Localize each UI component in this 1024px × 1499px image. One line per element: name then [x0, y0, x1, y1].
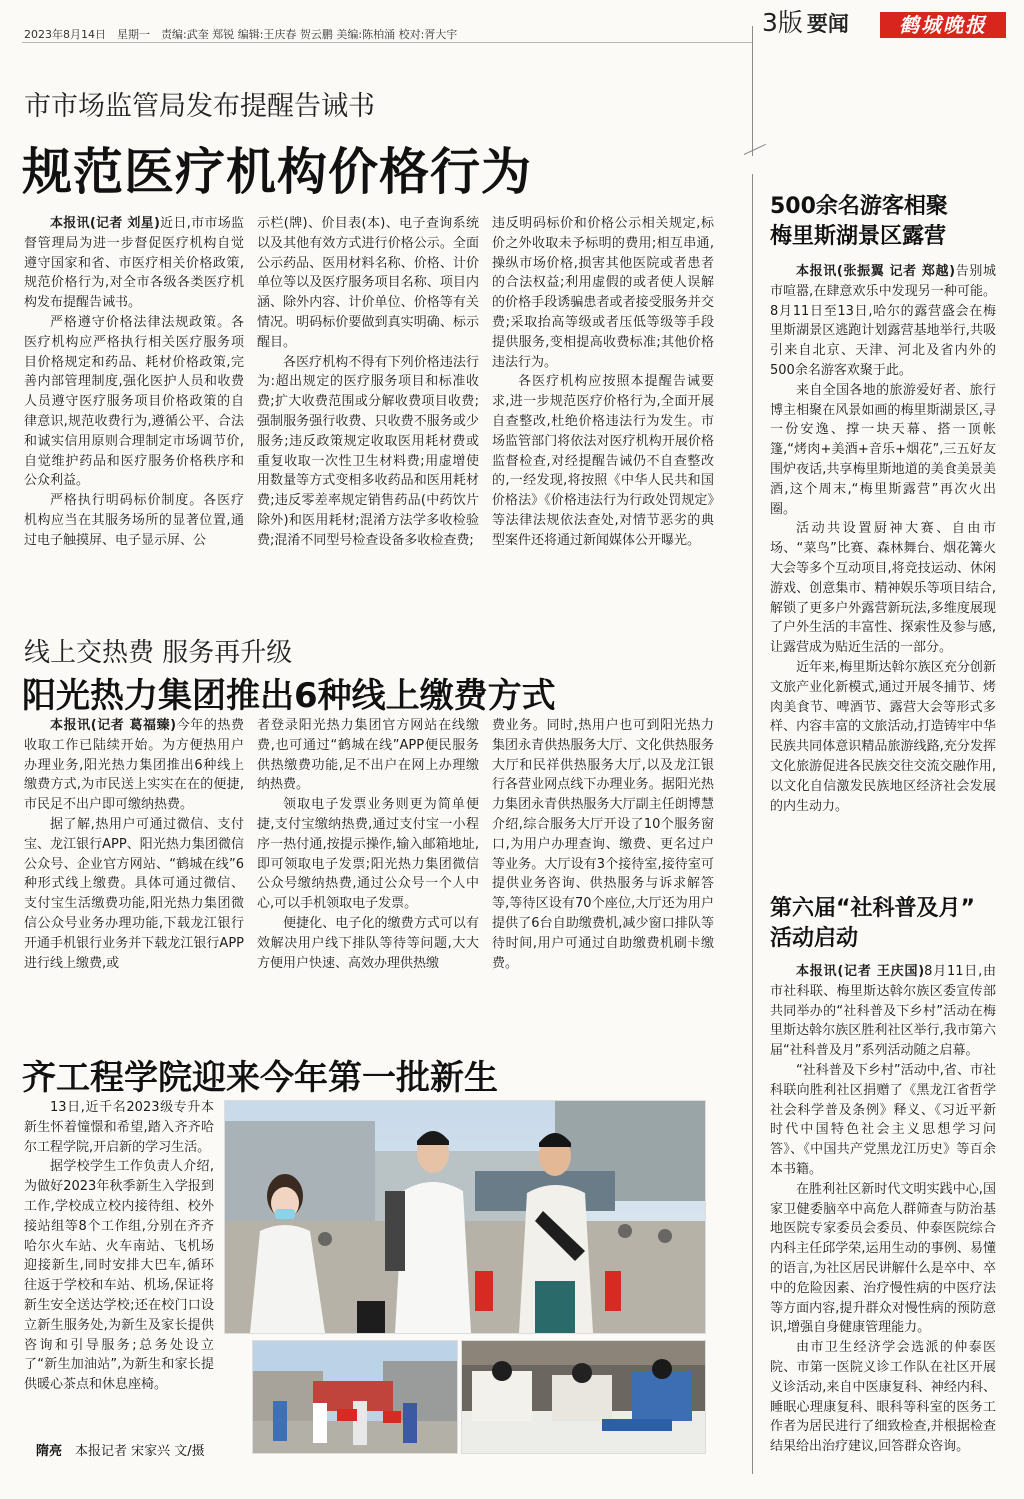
column-divider	[752, 26, 753, 156]
article2-column-2	[257, 716, 479, 973]
article1-paragraph: 违反明码标价和价格公示相关规定,标价之外收取未予标明的费用;相互串通,操纵市场价格,损害其他医院或者患者的合法权益;利用虚假的或者使人误解的价格手段诱骗患者或者接受服务并交费;采取抬高等级或者压低等级等手段提供服务,变相提高收费标准;其他价格违法行为。	[492, 216, 714, 370]
side2-lead-paragraph: 本报讯(记者 王庆国)8月11日,由市社科联、梅里斯达斡尔族区委宣传部共同举办的“社科普及下乡村”活动在梅里斯达斡尔族区胜利社区举行,我市第六届“社科普及月”系列活动随之启幕。	[770, 964, 996, 1059]
byline: 本报讯(张振翼 记者 郑越)	[796, 264, 956, 279]
side1-title-line2: 梅里斯湖景区露营	[770, 224, 947, 249]
article2-column-3	[492, 716, 714, 973]
students-arriving-photo	[224, 1100, 706, 1334]
side1-title-line1: 500余名游客相聚	[770, 194, 948, 219]
side2-paragraph: “社科普及下乡村”活动中,省、市社科联向胜利社区捐赠了《黑龙江省哲学社会科学普及条例》释义、《习近平新时代中国特色社会主义思想学习问答》、《中国共产党黑龙江历史》等百余本书籍。	[770, 1062, 996, 1177]
article1-column-1	[24, 214, 244, 551]
side2-title-line1: 第六届“社科普及月”	[770, 896, 975, 921]
article3-paragraph: 据学校学生工作负责人介绍,为做好2023年秋季新生入学报到工作,学校成立校内接待组、校外接站组等8个工作组,分别在齐齐哈尔火车站、火车南站、飞机场迎接新生,同时安排大巴车,循环往返于学校和车站、机场,保证将新生安全送达学校;还在校门口设立新生服务处,为新生及家长提供咨询和引导服务;总务处设立了“新生加油站”,为新生和家长提供暖心茶点和休息座椅。	[24, 1159, 214, 1393]
byline: 本报讯(记者 刘星)	[50, 216, 160, 231]
article2-column-1	[24, 716, 244, 973]
side1-paragraph: 近年来,梅里斯达斡尔族区充分创新文旅产业化新模式,通过开展冬捕节、烤肉美食节、啤酒节、露营大会等形式多样、内容丰富的文旅活动,打造铸牢中华民族共同体意识精品旅游线路,充分发挥文化旅游促进各民族交往交流交融作用,以文化自信激发民族地区经济社会发展的内生动力。	[770, 659, 996, 814]
masthead-info: 2023年8月14日 星期一 责编:武奎 郑锐 编辑:王庆春 贺云鹏 美编:陈柏涌 校对:胥大宇	[24, 28, 458, 41]
students-arriving-image	[225, 1101, 705, 1333]
article3-column	[24, 1098, 214, 1395]
newspaper-logo: 鹤城晚报	[880, 12, 1006, 38]
side2-paragraph: 由市卫生经济学会选派的仲泰医院、市第一医院义诊工作队在社区开展义诊活动,来自中医康复科、神经内科、睡眠心理康复科、眼科等科室的医务工作者为居民进行了细致检查,并根据检查结果给出治疗建议,回答群众咨询。	[770, 1340, 996, 1455]
side2-body	[770, 962, 996, 1457]
article1-kicker: 市市场监管局发布提醒告诫书	[24, 91, 375, 122]
side1-title	[770, 192, 948, 252]
article1-paragraph: 各医疗机构应按照本提醒告诫要求,进一步规范医疗价格行为,全面开展自查整改,杜绝价格违法行为发生。市场监管部门将依法对医疗机构开展价格监督检查,对经提醒告诫仍不自查整改的,一经发现,将按照《中华人民共和国价格法》《价格违法行为行政处罚规定》等法律法规依法查处,对情节恶劣的典型案件还将通过新闻媒体公开曝光。	[492, 374, 714, 548]
article2-headline: 阳光热力集团推出6种线上缴费方式	[22, 676, 556, 716]
article1-paragraph: 严格遵守价格法律法规政策。各医疗机构应严格执行相关医疗服务项目价格规定和药品、耗材价格政策,完善内部管理制度,强化医护人员和收费人员遵守医疗服务项目价格政策的自律意识,规范收费行为,遵循公平、合法和诚实信用原则合理制定市场调节价,自觉维护药品和医疗服务价格秩序和公众利益。	[24, 314, 244, 489]
side1-paragraph: 来自全国各地的旅游爱好者、旅行博主相聚在风景如画的梅里斯湖景区,寻一份安逸、撑一块天幕、搭一顶帐篷,“烤肉+美酒+音乐+烟花”,三五好友围炉夜话,共享梅里斯地道的美食美景美酒,这个周末,“梅里斯露营”再次火出圈。	[770, 382, 996, 517]
article1-paragraph: 各医疗机构不得有下列价格违法行为:超出规定的医疗服务项目和标准收费;扩大收费范围或分解收费项目收费;强制服务强行收费、只收费不服务或少服务;违反政策规定收取医用耗材费或重复收取一次性卫生材料费;用虚增使用数量等方式变相多收药品和医用耗材费;违反零差率规定销售药品(中药饮片除外)和医用耗材;混淆方法学多收检验费;混淆不同型号检查设备多收检查费;	[257, 354, 479, 548]
section-name: 要闻	[806, 12, 849, 36]
header-rule	[22, 42, 752, 43]
article3-paragraph: 13日,近千名2023级专升本新生怀着憧憬和希望,踏入齐齐哈尔工程学院,开启新的学习生活。	[24, 1100, 214, 1155]
article1-column-2	[257, 214, 479, 551]
article2-paragraph: 领取电子发票业务则更为简单便捷,支付宝缴纳热费,通过支付宝一小程序一热付通,按提示操作,输入邮箱地址,即可领取电子发票;阳光热力集团微信公众号缴纳热费,通过公众号一个人中心,可以手机领取电子发票。	[257, 797, 479, 912]
divider-slant	[744, 144, 766, 155]
article2-paragraph: 费业务。同时,热用户也可到阳光热力集团永青供热服务大厅、文化供热服务大厅和民祥供热服务大厅,以及龙江银行各营业网点线下办理业务。据阳光热力集团永青供热服务大厅副主任朗博慧介绍,综合服务大厅开设了10个服务窗口,为用户办理查询、缴费、更名过户等业务。大厅设有3个接待室,接待室可提供业务咨询、供热服务与诉求解答等,等待区设有70个座位,大厅还为用户提供了6台自助缴费机,减少窗口排队等待时间,用户可通过自助缴费机刷卡缴费。	[492, 718, 714, 971]
article3-headline: 齐工程学院迎来今年第一批新生	[22, 1058, 498, 1098]
volunteers-sign-image	[253, 1341, 457, 1453]
article1-lead-paragraph: 本报讯(记者 刘星)近日,市市场监督管理局为进一步督促医疗机构自觉遵守国家和省、市医疗相关价格政策,规范价格行为,对全市各级各类医疗机构发布提醒告诫书。	[24, 216, 244, 311]
page-number: 3版	[762, 8, 803, 37]
side2-title	[770, 894, 975, 954]
article2-paragraph: 便捷化、电子化的缴费方式可以有效解决用户线下排队等待等问题,大大方便用户快速、高效办理供热缴	[257, 915, 479, 971]
enrollment-desk-image	[462, 1341, 705, 1453]
article2-paragraph: 者登录阳光热力集团官方网站在线缴费,也可通过“鹤城在线”APP便民服务供热缴费功能,足不出户在网上办理缴纳热费。	[257, 718, 479, 793]
article1-headline: 规范医疗机构价格行为	[22, 143, 532, 201]
enrollment-desk-photo	[461, 1340, 706, 1454]
article2-paragraph: 据了解,热用户可通过微信、支付宝、龙江银行APP、阳光热力集团微信公众号、企业官方网站、“鹤城在线”6种形式线上缴费。具体可通过微信、支付宝生活缴费功能,阳光热力集团微信公众号业务办理功能,下载龙江银行开通手机银行业务并下载龙江银行APP进行线上缴费,或	[24, 816, 244, 971]
side1-paragraph: 活动共设置厨神大赛、自由市场、“菜鸟”比赛、森林舞台、烟花篝火大会等多个互动项目,将竞技运动、休闲游戏、创意集市、精神娱乐等项目结合,解锁了更多户外露营新玩法,多维度展现了户外生活的丰富性、探索性及参与感,让露营成为贴近生活的一部分。	[770, 521, 996, 656]
article2-kicker: 线上交热费 服务再升级	[24, 638, 293, 668]
volunteers-sign-photo	[252, 1340, 458, 1454]
side2-title-line2: 活动启动	[770, 926, 859, 951]
side2-paragraph: 在胜利社区新时代文明实践中心,国家卫健委脑卒中高危人群筛查与防治基地医院专家委员会委员、仲泰医院综合内科主任邱学荣,运用生动的事例、易懂的语言,为社区居民讲解什么是卒中、卒中的危险因素、治疗慢性病的中医疗法等方面内容,提升群众对慢性病的预防意识,增强自身健康管理能力。	[770, 1181, 996, 1336]
side1-lead-paragraph: 本报讯(张振翼 记者 郑越)告别城市喧嚣,在肆意欢乐中发现另一种可能。8月11日至13日,哈尔的露营盛会在梅里斯湖景区逃跑计划露营基地举行,共吸引来自北京、天津、河北及省内外的500余名游客欢聚于此。	[770, 264, 996, 378]
byline: 本报讯(记者 王庆国)	[796, 964, 925, 979]
side1-body	[770, 262, 996, 816]
column-divider	[752, 174, 753, 1474]
byline: 本报讯(记者 葛福臻)	[50, 718, 177, 733]
article1-paragraph: 示栏(牌)、价目表(本)、电子查询系统以及其他有效方式进行价格公示。全面公示药品、医用材料名称、价格、计价单位等以及医疗服务项目名称、项目内涵、除外内容、计价单位、价格等有关情况。明码标价要做到真实明确、标示醒目。	[257, 216, 479, 350]
article1-column-3	[492, 214, 714, 551]
page-label	[762, 10, 849, 35]
photo-credit: 隋亮 本报记者 宋家兴 文/摄	[36, 1444, 205, 1459]
article2-lead-paragraph: 本报讯(记者 葛福臻)今年的热费收取工作已陆续开始。为方便热用户办理业务,阳光热力集团推出6种线上缴费方式,为市民送上实实在在的便捷,市民足不出户即可缴纳热费。	[24, 718, 244, 813]
article1-paragraph: 严格执行明码标价制度。各医疗机构应当在其服务场所的显著位置,通过电子触摸屏、电子显示屏、公	[24, 493, 244, 548]
